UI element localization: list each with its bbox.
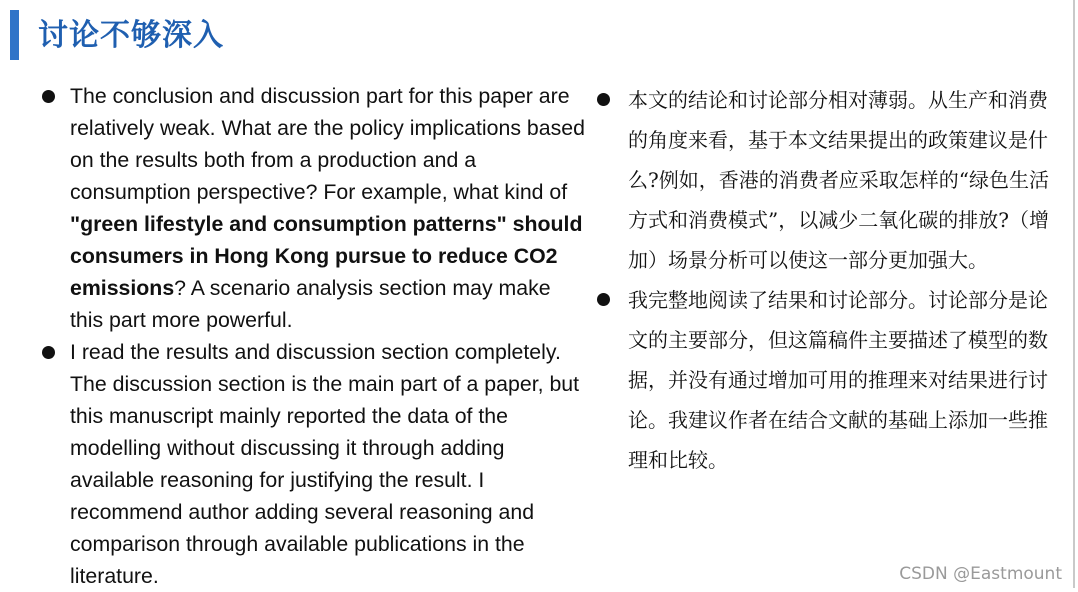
bullet-dot	[597, 93, 610, 106]
bullet-dot	[597, 293, 610, 306]
chinese-bullet-1-text: 本文的结论和讨论部分相对薄弱。从生产和消费的角度来看，基于本文结果提出的政策建议是什么?例如，香港的消费者应采取怎样的“绿色生活方式和消费模式”，以减少二氧化碳的排放?（增加）场景分析可以使这一部分更加强大。	[628, 88, 1049, 272]
watermark: CSDN @Eastmount	[899, 564, 1062, 584]
english-bullet-1-tail: ? A scenario analysis section may make this part more powerful.	[70, 276, 551, 332]
chinese-column	[596, 80, 1051, 480]
english-column	[40, 80, 585, 592]
right-divider	[1073, 0, 1075, 588]
english-bullet-1-text: The conclusion and discussion part for this paper are relatively weak. What are the policy implications based on the results both from a production and a consumption perspective? For example, what kind of	[70, 84, 585, 204]
english-bullet-2	[40, 336, 585, 592]
bullet-dot	[42, 90, 55, 103]
chinese-bullet-2-text: 我完整地阅读了结果和讨论部分。讨论部分是论文的主要部分，但这篇稿件主要描述了模型的数据，并没有通过增加可用的推理来对结果进行讨论。我建议作者在结合文献的基础上添加一些推理和比较。	[628, 288, 1048, 472]
english-bullet-1-bold: "green lifestyle and consumption patterns" should consumers in Hong Kong pursue to reduce CO2 emissions	[70, 212, 583, 300]
english-bullet-2-text: I read the results and discussion section completely. The discussion section is the main part of a paper, but this manuscript mainly reported the data of the modelling without discussing it through adding available reasoning for justifying the result. I recommend author adding several reasoning and comparison through available publications in the literature.	[70, 340, 580, 588]
chinese-bullet-2	[596, 280, 1051, 480]
chinese-bullet-1	[596, 80, 1051, 280]
slide-title: 讨论不够深入	[38, 19, 224, 52]
title-accent-bar	[10, 10, 19, 60]
english-bullet-1	[40, 80, 585, 336]
bullet-dot	[42, 346, 55, 359]
